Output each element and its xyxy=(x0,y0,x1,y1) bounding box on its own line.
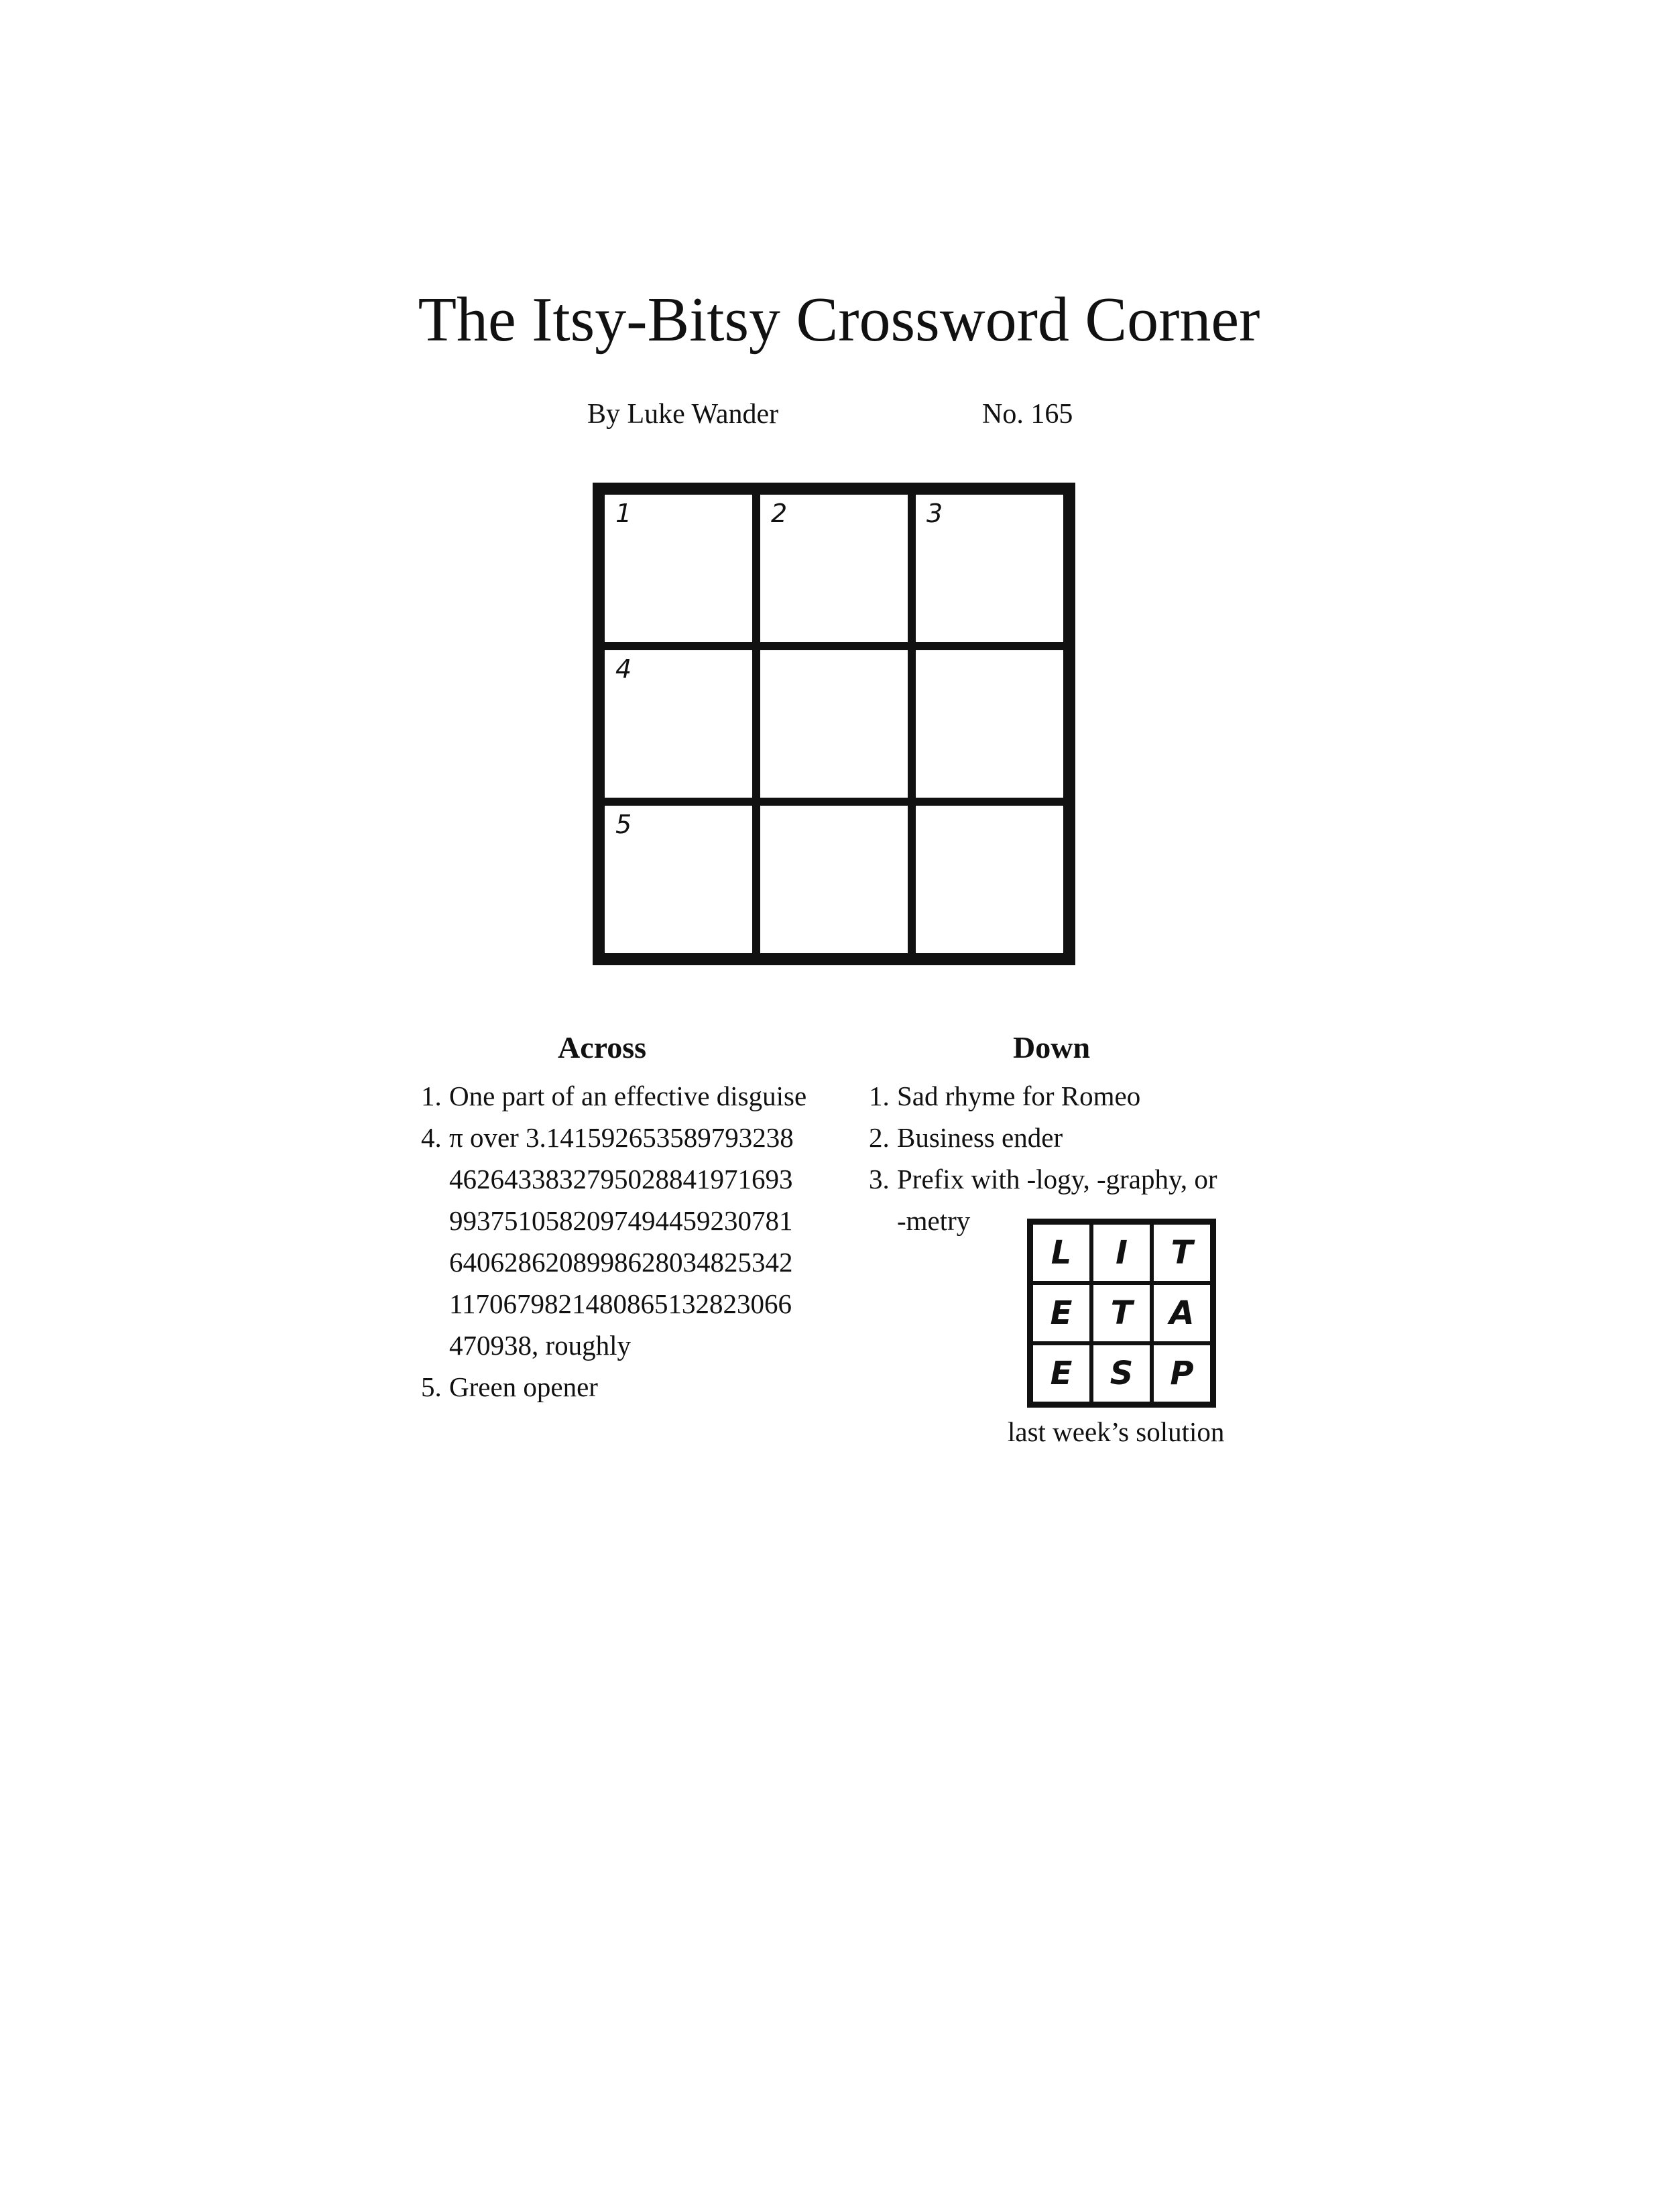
grid-cell[interactable] xyxy=(601,802,756,957)
solution-letter: T xyxy=(1152,1223,1212,1283)
across-clue-text: One part of an effective disguise xyxy=(449,1081,807,1111)
across-clue-list xyxy=(421,1075,823,1408)
solution-letter: L xyxy=(1031,1223,1091,1283)
down-clue-text: Sad rhyme for Romeo xyxy=(897,1081,1141,1111)
across-clue-text: π over 3.1415926535897932384626433832795028841971693993751058209749445923078164062862089986280348253421170679821480865132823066470938, roughly xyxy=(449,1122,794,1361)
solution-letter: A xyxy=(1152,1283,1212,1343)
solution-letter: E xyxy=(1031,1283,1091,1343)
last-week-solution-grid xyxy=(1027,1219,1216,1408)
across-clue-number: 5. xyxy=(421,1371,442,1402)
solution-letter: I xyxy=(1091,1223,1152,1283)
grid-cell[interactable] xyxy=(912,491,1067,646)
solution-letter: S xyxy=(1091,1343,1152,1404)
down-clue-text: Prefix with -logy, -graphy, or -metry xyxy=(897,1164,1217,1236)
across-clue-text: Green opener xyxy=(449,1371,598,1402)
across-clue-number: 4. xyxy=(421,1122,442,1153)
grid-cell[interactable] xyxy=(756,646,912,802)
down-clue-number: 1. xyxy=(869,1081,890,1111)
issue-number: No. 165 xyxy=(982,399,1073,430)
solution-letter: T xyxy=(1091,1283,1152,1343)
across-clue xyxy=(421,1366,823,1408)
down-heading: Down xyxy=(1013,1030,1091,1064)
down-clue-number: 2. xyxy=(869,1122,890,1153)
clue-number: 1 xyxy=(615,499,632,528)
down-clue-list xyxy=(869,1075,1244,1241)
crossword-grid xyxy=(593,483,1075,965)
grid-cell[interactable] xyxy=(912,646,1067,802)
solution-letter: E xyxy=(1031,1343,1091,1404)
grid-cell[interactable] xyxy=(601,491,756,646)
down-clue-number: 3. xyxy=(869,1164,890,1194)
down-clue xyxy=(869,1117,1244,1158)
page-title: The Itsy-Bitsy Crossword Corner xyxy=(418,285,1260,355)
down-clue-text: Business ender xyxy=(897,1122,1063,1153)
grid-cell[interactable] xyxy=(601,646,756,802)
across-clue xyxy=(421,1117,823,1366)
grid-cell[interactable] xyxy=(912,802,1067,957)
across-heading: Across xyxy=(558,1030,647,1064)
clue-number: 4 xyxy=(615,654,632,684)
clue-number: 5 xyxy=(615,810,632,839)
clue-number: 2 xyxy=(771,499,788,528)
author-byline: By Luke Wander xyxy=(587,399,779,430)
solution-caption: last week’s solution xyxy=(1008,1416,1225,1447)
down-clue xyxy=(869,1075,1244,1117)
across-clue-number: 1. xyxy=(421,1081,442,1111)
across-clue xyxy=(421,1075,823,1117)
grid-cell[interactable] xyxy=(756,491,912,646)
solution-letter: P xyxy=(1152,1343,1212,1404)
clue-number: 3 xyxy=(926,499,943,528)
grid-cell[interactable] xyxy=(756,802,912,957)
